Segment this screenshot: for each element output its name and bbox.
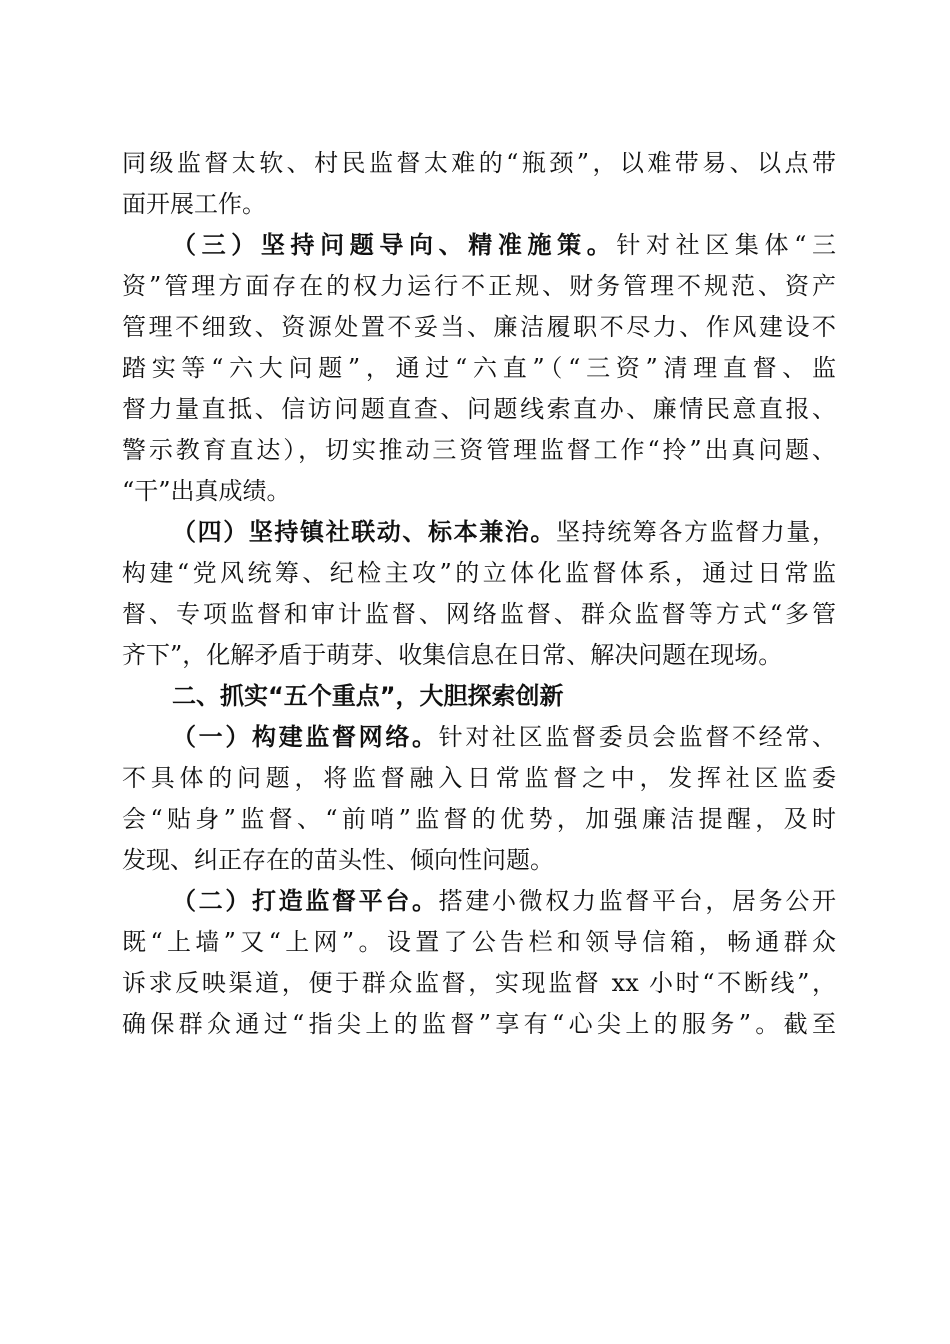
paragraph-line: 警示教育直达），切实推动三资管理监督工作“拎”出真问题、 (122, 436, 836, 464)
paragraph-line: 诉求反映渠道，便于群众监督，实现监督 xx 小时“不断线”， (122, 969, 836, 997)
paragraph-line: 不具体的问题，将监督融入日常监督之中，发挥社区监委 (122, 764, 836, 792)
paragraph-line: 既“上墙”又“上网”。设置了公告栏和领导信箱，畅通群众 (122, 928, 836, 956)
paragraph-line: 确保群众通过“指尖上的监督”享有“心尖上的服务”。截至 (122, 1010, 836, 1038)
paragraph-line: 资”管理方面存在的权力运行不正规、财务管理不规范、资产 (122, 272, 836, 300)
paragraph-line: 构建“党风统筹、纪检主攻”的立体化监督体系，通过日常监 (122, 559, 836, 587)
paragraph-first-line (122, 881, 836, 922)
paragraph-title: （二）打造监督平台。 (172, 887, 439, 915)
paragraph-first-line (122, 717, 836, 758)
section-heading: 二、抓实“五个重点”，大胆探索创新 (172, 682, 564, 710)
paragraph-line: 管理不细致、资源处置不妥当、廉洁履职不尽力、作风建设不 (122, 313, 836, 341)
paragraph-line: 督、专项监督和审计监督、网络监督、群众监督等方式“多管 (122, 600, 836, 628)
paragraph-text: 针对社区监督委员会监督不经常、 (438, 723, 837, 751)
paragraph-line: 督力量直抵、信访问题直查、问题线索直办、廉情民意直报、 (122, 395, 836, 423)
paragraph-line: 面开展工作。 (122, 190, 266, 218)
paragraph-title: （四）坚持镇社联动、标本兼治。 (172, 518, 556, 546)
paragraph-text: 坚持统筹各方监督力量， (556, 518, 836, 546)
paragraph-title: （一）构建监督网络。 (172, 723, 439, 751)
paragraph-line: 齐下”，化解矛盾于萌芽、收集信息在日常、解决问题在现场。 (122, 641, 783, 669)
paragraph-title: （三）坚持问题导向、精准施策。 (172, 231, 617, 259)
paragraph-first-line (122, 225, 836, 266)
paragraph-line: 踏实等“六大问题”，通过“六直”（“三资”清理直督、监 (122, 354, 836, 382)
paragraph-first-line (122, 512, 836, 553)
paragraph-line: “干”出真成绩。 (122, 477, 291, 505)
paragraph-text: 针对社区集体“三 (616, 231, 836, 259)
paragraph-line: 同级监督太软、村民监督太难的“瓶颈”，以难带易、以点带 (122, 149, 836, 177)
paragraph-text: 搭建小微权力监督平台，居务公开 (438, 887, 837, 915)
paragraph-line: 发现、纠正存在的苗头性、倾向性问题。 (122, 846, 554, 874)
paragraph-line: 会“贴身”监督、“前哨”监督的优势，加强廉洁提醒，及时 (122, 805, 836, 833)
document-page (122, 143, 836, 1045)
